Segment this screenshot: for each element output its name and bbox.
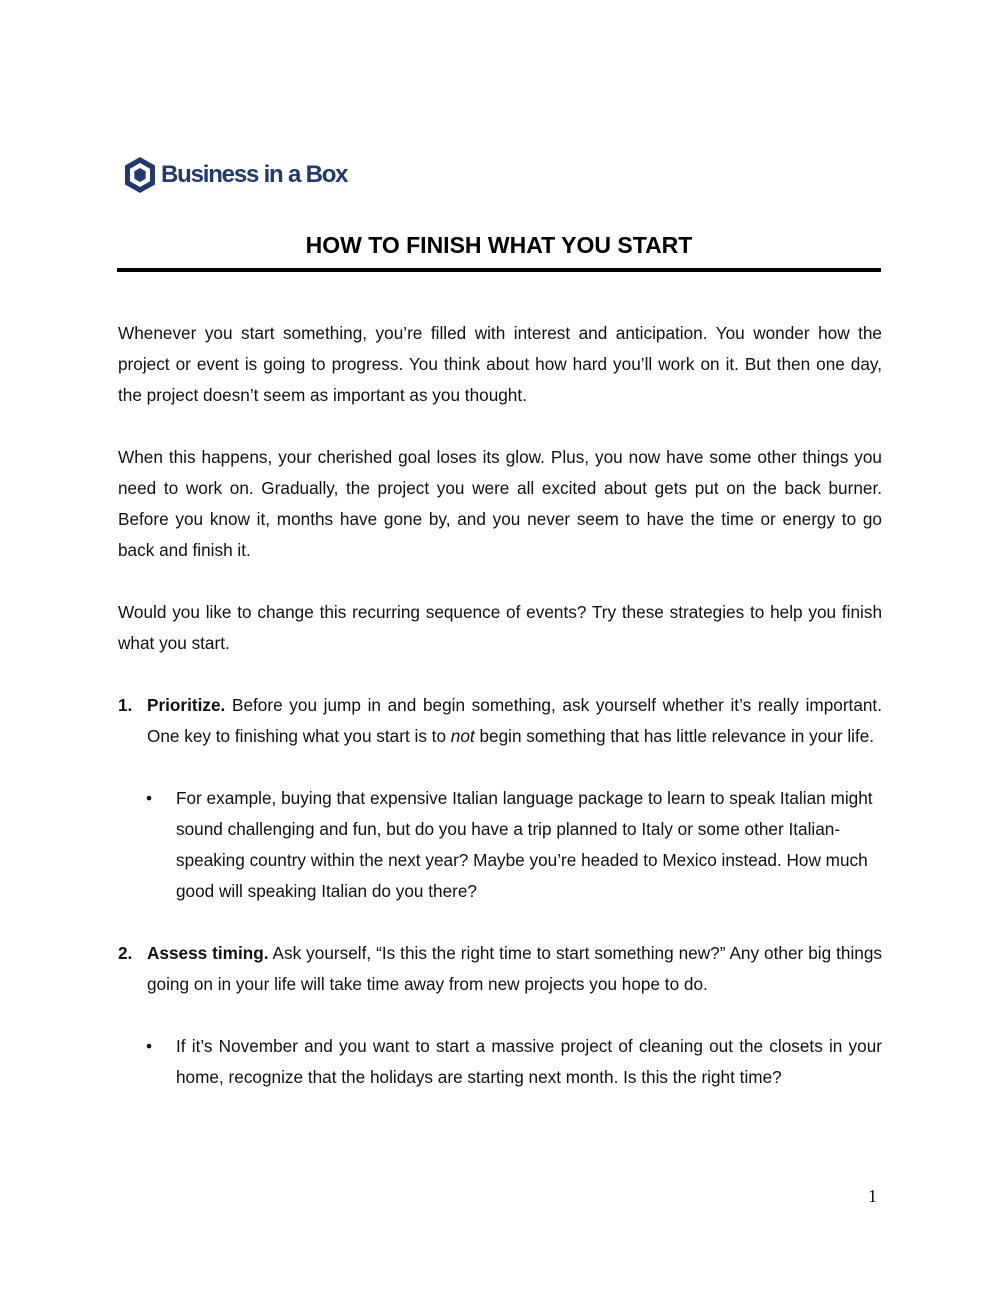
bullet-item	[118, 783, 882, 907]
bullet-icon: •	[146, 1036, 153, 1056]
bullet-text: For example, buying that expensive Italian language package to learn to speak Italian might sound challenging and fun, but do you have a trip planned to Italy or some other Italian-speaking country within the next year? Maybe you’re headed to Mexico instead. How much good will speaking Italian do you there?	[176, 788, 873, 901]
page-title: HOW TO FINISH WHAT YOU START	[305, 232, 693, 258]
item-number: 1.	[118, 695, 133, 715]
item-text: Before you jump in and begin something, ask yourself whether it’s really important. One key to finishing what you start is to	[147, 695, 882, 746]
item-heading: Assess timing.	[147, 943, 269, 963]
paragraph: Whenever you start something, you’re filled with interest and anticipation. You wonder how the project or event is going to progress. You think about how hard you’ll work on it. But then one day, the project doesn’t seem as important as you thought.	[118, 323, 882, 405]
item-heading: Prioritize.	[147, 695, 226, 715]
brand-logo	[123, 155, 347, 195]
page-number: 1	[868, 1186, 877, 1206]
document-body	[118, 318, 882, 1124]
item-text: begin something that has little relevance in your life.	[474, 726, 875, 746]
numbered-item	[118, 690, 882, 752]
bullet-icon: •	[146, 788, 153, 808]
paragraph: When this happens, your cherished goal loses its glow. Plus, you now have some other things you need to work on. Gradually, the project you were all excited about gets put on the back burner. Before you know it, months have gone by, and you never seem to have the time or energy to go back and finish it.	[118, 447, 882, 560]
numbered-item	[118, 938, 882, 1000]
paragraph: Would you like to change this recurring sequence of events? Try these strategies to help you finish what you start.	[118, 602, 882, 653]
item-number: 2.	[118, 943, 133, 963]
bullet-text: If it’s November and you want to start a massive project of cleaning out the closets in your home, recognize that the holidays are starting next month. Is this the right time?	[176, 1036, 882, 1087]
item-text: Ask yourself, “Is this the right time to start something new?” Any other big things going on in your life will take time away from new projects you hope to do.	[147, 943, 882, 994]
bullet-item	[118, 1031, 882, 1093]
item-emphasis: not	[450, 726, 475, 746]
hexagon-logo-icon	[123, 156, 157, 194]
logo-text: Business in a Box	[161, 161, 348, 188]
title-divider	[117, 268, 881, 272]
